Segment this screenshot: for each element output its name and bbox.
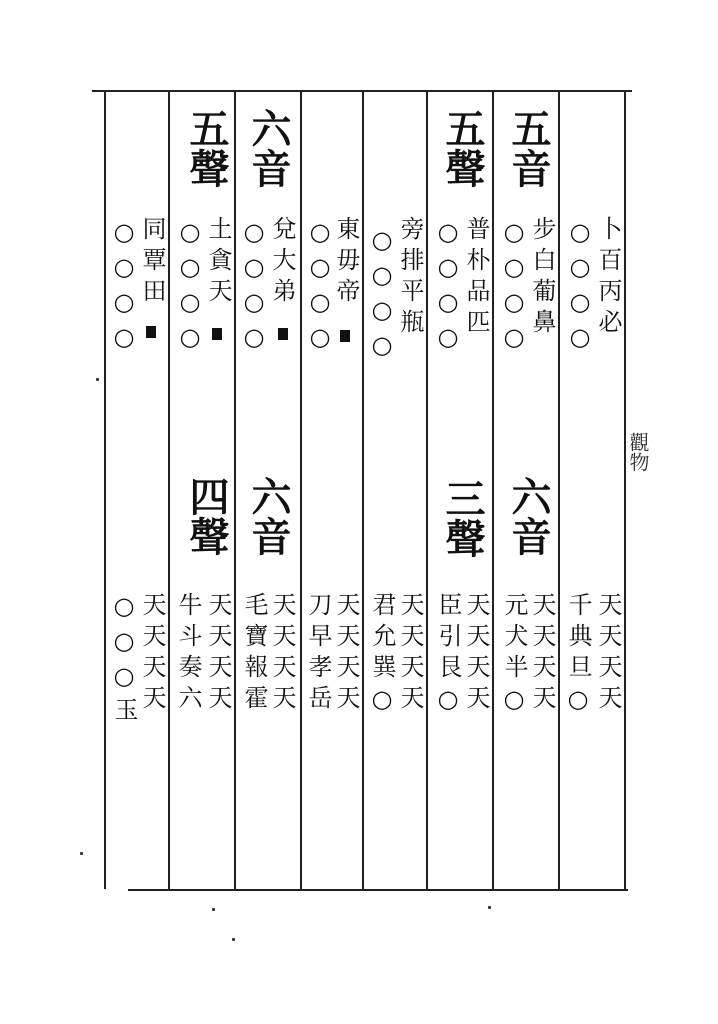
scan-speck bbox=[488, 906, 491, 909]
header-six-sounds: 六音 bbox=[505, 476, 552, 556]
character-column: 天天天天 bbox=[268, 592, 296, 716]
character-column: 步白葡鼻 bbox=[528, 216, 556, 340]
character-column: 普朴品匹 bbox=[462, 216, 490, 340]
character-column: 卜百丙必 bbox=[594, 216, 622, 340]
scan-speck bbox=[232, 938, 235, 941]
margin-text: 觀物 bbox=[626, 432, 650, 472]
character-column: 毛寶報霍 bbox=[240, 592, 268, 716]
column-rule bbox=[362, 92, 364, 889]
character-column: ○○○玉 bbox=[110, 592, 138, 728]
ink-mark bbox=[212, 328, 222, 340]
column-rule bbox=[300, 92, 302, 889]
header-three-tones: 三聲 bbox=[439, 478, 486, 558]
character-column: 天天天天 bbox=[528, 592, 556, 716]
circle-column: ○○○○ bbox=[566, 218, 594, 358]
character-column: 刀早孝岳 bbox=[304, 592, 332, 716]
circle-column: ○○○○ bbox=[176, 218, 204, 358]
circle-column: ○○○○ bbox=[434, 218, 462, 358]
column-rule bbox=[104, 92, 106, 889]
column-rule bbox=[426, 92, 428, 889]
column-rule bbox=[558, 92, 560, 889]
header-four-tones: 四聲 bbox=[183, 476, 230, 556]
circle-column: ○○○○ bbox=[240, 218, 268, 358]
character-column: 元犬半○ bbox=[500, 592, 528, 720]
header-five-tones: 五聲 bbox=[183, 108, 230, 188]
circle-column: ○○○○ bbox=[306, 218, 334, 358]
ink-mark bbox=[146, 326, 156, 338]
header-six-sounds: 六音 bbox=[245, 476, 292, 556]
circle-column: ○○○○ bbox=[110, 218, 138, 358]
character-column: 天天天天 bbox=[332, 592, 360, 716]
character-column: 東毋帝 bbox=[332, 216, 360, 309]
ink-mark bbox=[278, 328, 288, 340]
character-column: 兌大弟 bbox=[268, 216, 296, 309]
column-rule bbox=[492, 92, 494, 889]
scan-speck bbox=[80, 852, 83, 855]
character-column: 天天天天 bbox=[594, 592, 622, 716]
character-column: 同覃田 bbox=[138, 216, 166, 309]
column-rule bbox=[168, 92, 170, 889]
scan-speck bbox=[212, 908, 215, 911]
character-column: 天天天天 bbox=[204, 592, 232, 716]
character-column: 千典旦○ bbox=[564, 592, 592, 720]
ink-mark bbox=[340, 330, 350, 342]
character-column: 天天天天 bbox=[396, 592, 424, 716]
character-column: 天天天天 bbox=[462, 592, 490, 716]
character-column: 臣引艮○ bbox=[434, 592, 462, 720]
character-column: 旁排平瓶 bbox=[396, 216, 424, 340]
circle-column: ○○○○ bbox=[368, 226, 396, 366]
character-column: 君允巽○ bbox=[368, 592, 396, 720]
header-six-sounds: 六音 bbox=[245, 108, 292, 188]
column-rule bbox=[624, 92, 626, 889]
character-column: 牛斗奏六 bbox=[174, 592, 202, 716]
circle-column: ○○○○ bbox=[500, 218, 528, 358]
character-column: 土貪天 bbox=[204, 216, 232, 309]
column-rule bbox=[234, 92, 236, 889]
scan-speck bbox=[96, 378, 99, 381]
header-five-sounds: 五音 bbox=[505, 108, 552, 188]
character-column: 天天天天 bbox=[138, 592, 166, 716]
bottom-rule bbox=[128, 889, 628, 891]
header-five-tones: 五聲 bbox=[439, 108, 486, 188]
